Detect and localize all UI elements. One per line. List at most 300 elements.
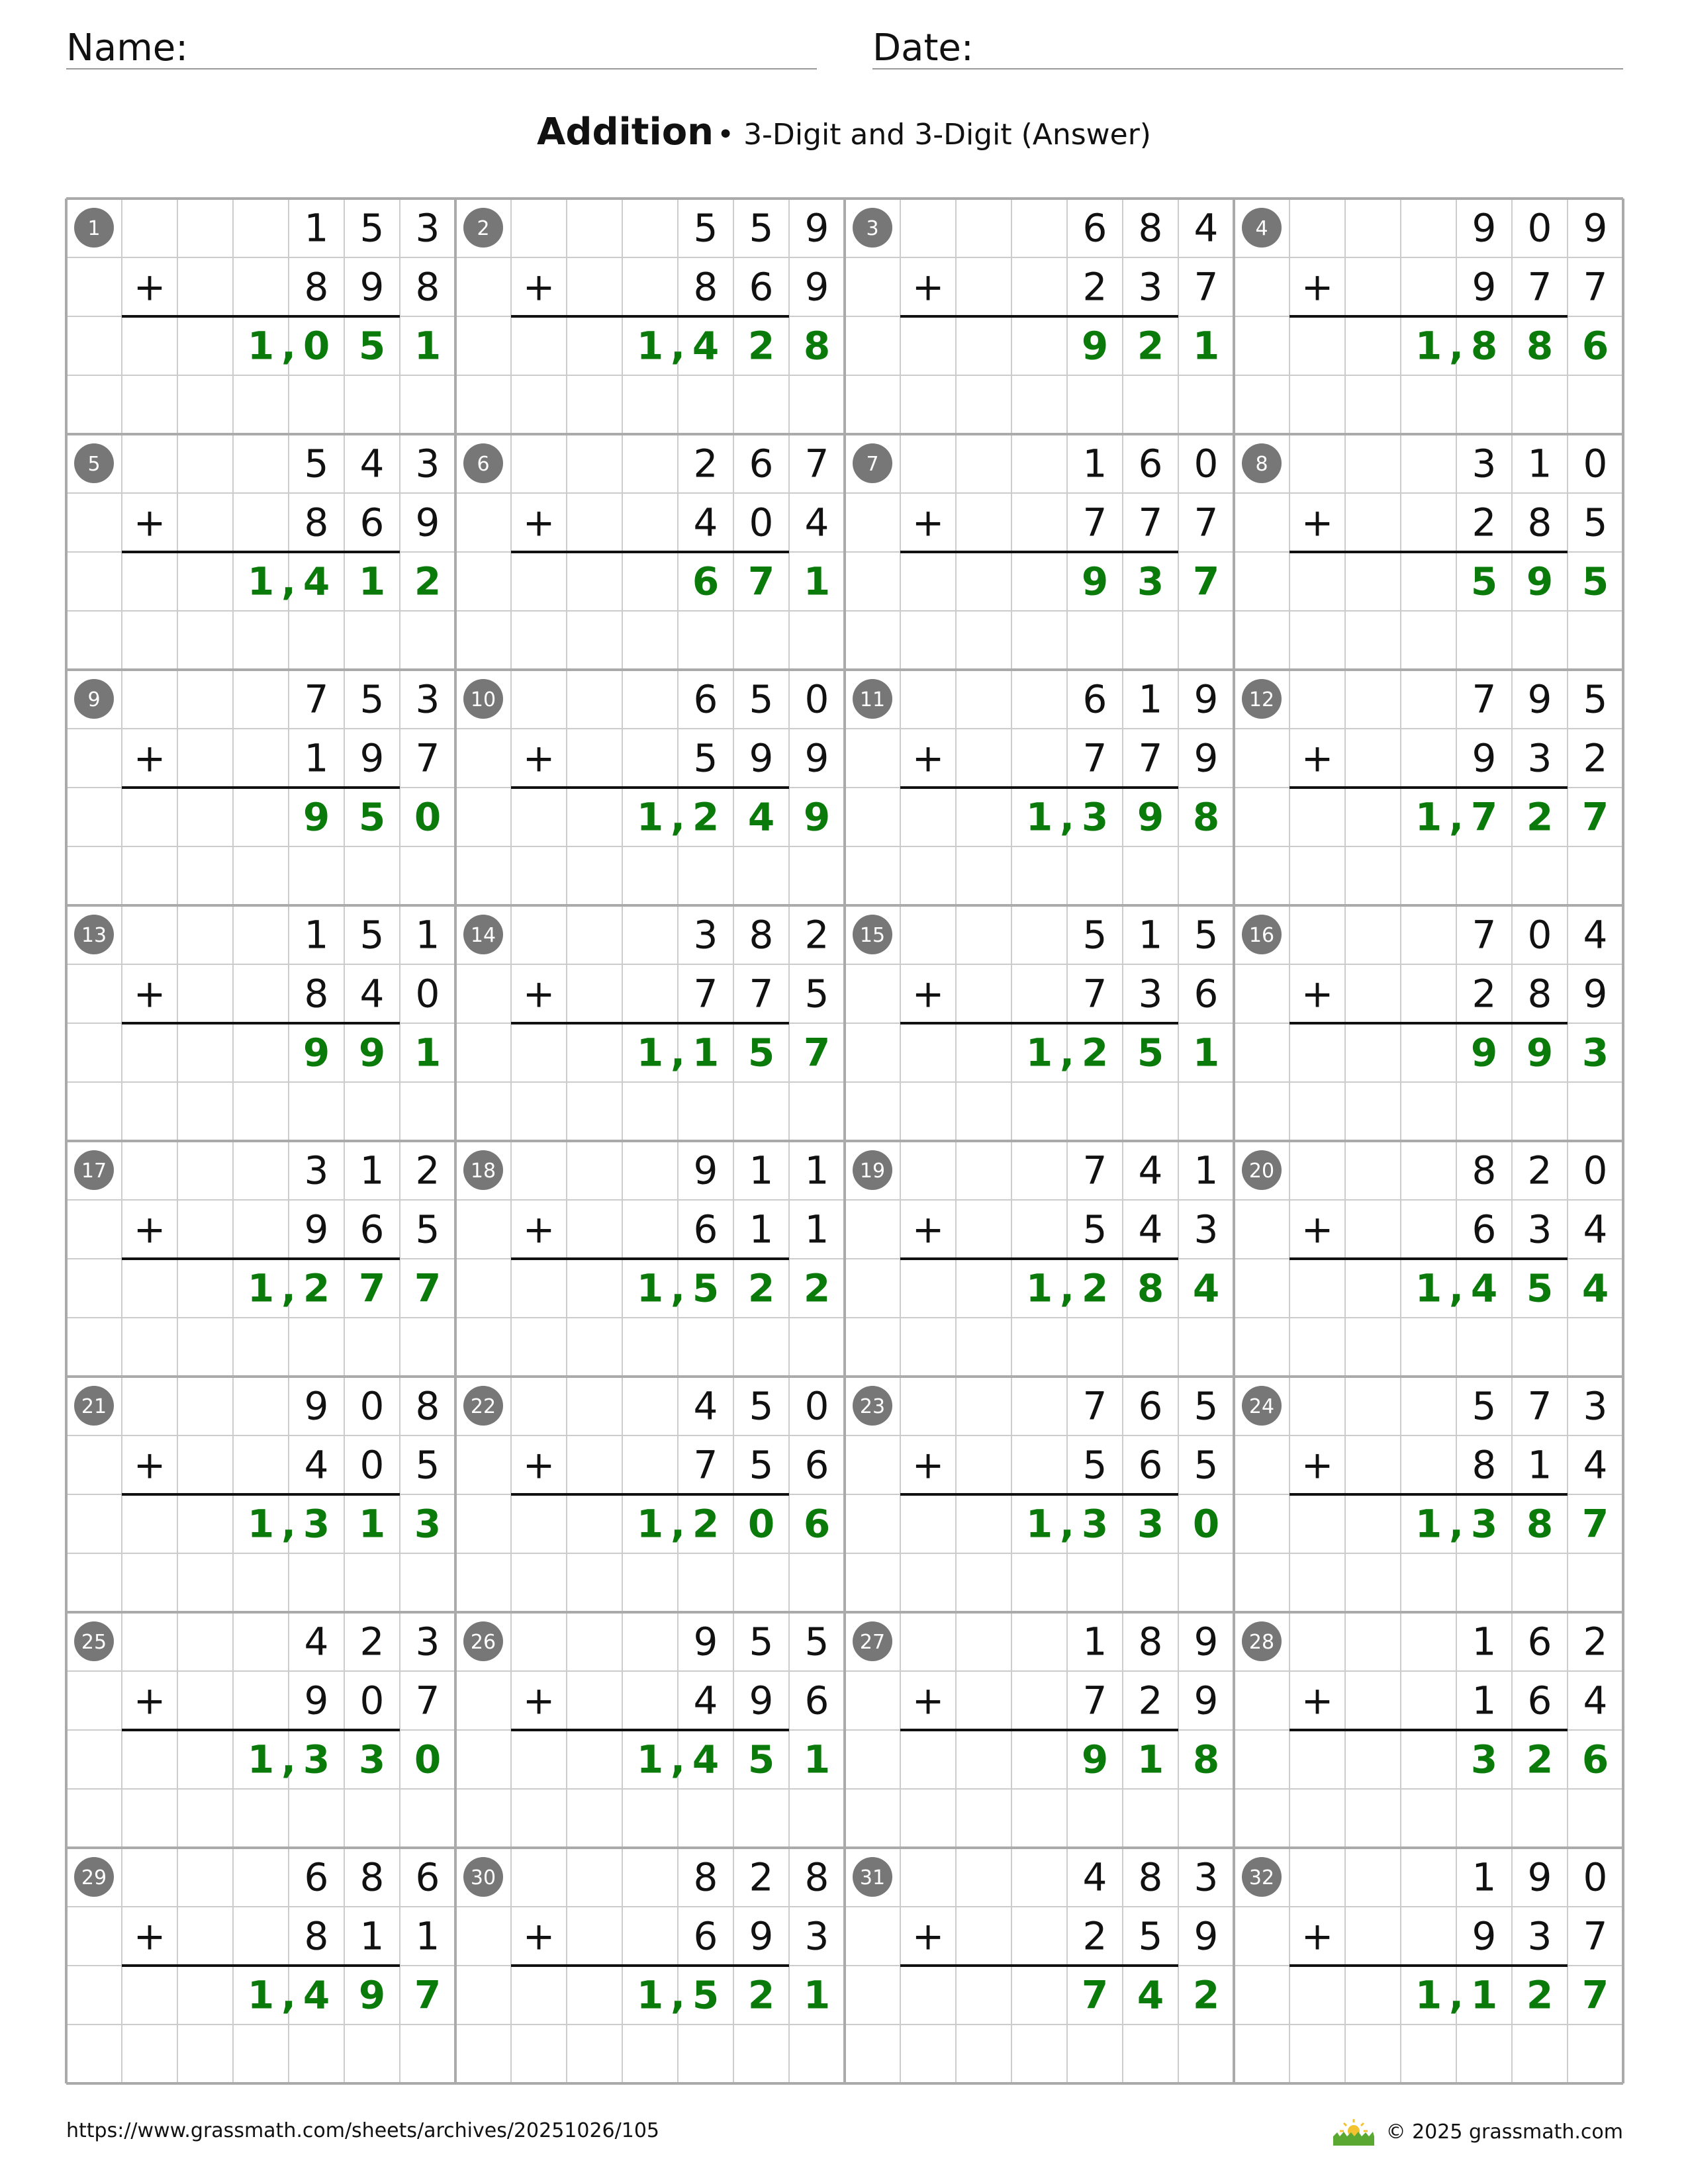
digit: 0 — [1527, 912, 1552, 958]
problem-16 — [1242, 913, 1609, 1075]
problem-number: 14 — [470, 924, 496, 947]
plus-sign: + — [522, 1442, 555, 1488]
answer-digit: 2 — [747, 1972, 775, 2018]
problem-32 — [1242, 1855, 1609, 2018]
answer-digit: 4 — [692, 1737, 720, 1782]
digit: 0 — [1527, 205, 1552, 251]
bottom-addend — [694, 1207, 829, 1252]
answer-comma: , — [281, 323, 297, 369]
bottom-addend — [694, 972, 829, 1017]
bottom-addend — [305, 736, 440, 781]
answer-comma: , — [1448, 794, 1464, 840]
digit: 6 — [1194, 971, 1219, 1017]
digit: 8 — [304, 1913, 329, 1959]
grassmath-logo-icon — [1331, 2118, 1377, 2147]
answer-digit: 1 — [414, 1030, 442, 1075]
problem-5 — [74, 441, 441, 604]
digit: 1 — [304, 205, 329, 251]
plus-sign: + — [522, 1913, 555, 1959]
digit: 9 — [1583, 971, 1608, 1017]
digit: 6 — [359, 500, 385, 545]
problem-31 — [853, 1855, 1219, 2018]
digit: 1 — [1472, 1619, 1497, 1664]
digit: 3 — [304, 1148, 329, 1193]
plus-sign: + — [133, 1913, 166, 1959]
digit: 1 — [1472, 1678, 1497, 1723]
digit: 8 — [693, 1854, 718, 1900]
digit: 0 — [359, 1383, 385, 1429]
answer-digit: 5 — [358, 794, 386, 840]
digit: 3 — [1138, 971, 1163, 1017]
answer-digit: 9 — [1137, 794, 1164, 840]
digit: 5 — [804, 971, 829, 1017]
top-addend — [694, 206, 829, 251]
digit: 5 — [1194, 912, 1219, 958]
plus-sign: + — [912, 971, 945, 1017]
digit: 6 — [415, 1854, 440, 1900]
top-addend — [1083, 1619, 1219, 1664]
problem-number: 27 — [859, 1631, 886, 1654]
answer-digit: 2 — [303, 1265, 330, 1311]
digit: 1 — [415, 1913, 440, 1959]
digit: 9 — [749, 1678, 774, 1723]
answer — [1471, 1737, 1609, 1782]
digit: 3 — [1527, 735, 1552, 781]
answer-comma: , — [1059, 1265, 1075, 1311]
answer-digit: 1 — [636, 1737, 664, 1782]
digit: 4 — [1583, 1206, 1608, 1252]
answer-digit: 2 — [414, 559, 442, 604]
digit: 7 — [1138, 500, 1163, 545]
answer-digit: 2 — [1526, 794, 1554, 840]
digit: 4 — [1583, 1678, 1608, 1723]
problem-4 — [1242, 206, 1609, 369]
plus-sign: + — [133, 735, 166, 781]
plus-sign: + — [912, 1913, 945, 1959]
answer-digit: 2 — [1526, 1737, 1554, 1782]
top-addend — [694, 913, 829, 958]
answer-digit: 5 — [747, 1030, 775, 1075]
digit: 0 — [749, 500, 774, 545]
problem-6 — [463, 441, 830, 604]
digit: 8 — [1138, 205, 1163, 251]
answer-digit: 9 — [358, 1030, 386, 1075]
problem-number: 26 — [470, 1631, 496, 1654]
bottom-addend — [1083, 736, 1219, 781]
answer-digit: 7 — [414, 1265, 442, 1311]
answer-digit: 7 — [1581, 1501, 1609, 1547]
top-addend — [1083, 1148, 1219, 1193]
digit: 4 — [304, 1619, 329, 1664]
digit: 1 — [1138, 676, 1163, 722]
digit: 6 — [749, 441, 774, 486]
answer-digit: 9 — [1081, 559, 1109, 604]
digit: 6 — [359, 1206, 385, 1252]
answer-digit: 5 — [747, 1737, 775, 1782]
plus-sign: + — [912, 1678, 945, 1723]
problem-25 — [74, 1619, 441, 1782]
digit: 0 — [1583, 1854, 1608, 1900]
top-addend — [1472, 1855, 1608, 1900]
plus-sign: + — [133, 1442, 166, 1488]
answer-digit: 1 — [1415, 1501, 1442, 1547]
top-addend — [694, 1384, 829, 1429]
bottom-addend — [1472, 500, 1608, 545]
plus-sign: + — [133, 1206, 166, 1252]
plus-sign: + — [912, 735, 945, 781]
digit: 4 — [359, 441, 385, 486]
problem-15 — [853, 913, 1219, 1075]
answer-digit: 1 — [358, 1501, 386, 1547]
answer-digit: 1 — [692, 1030, 720, 1075]
problem-number: 15 — [859, 924, 886, 947]
answer-comma: , — [281, 1972, 297, 2018]
digit: 4 — [1583, 1442, 1608, 1488]
digit: 3 — [1527, 1913, 1552, 1959]
digit: 9 — [1472, 735, 1497, 781]
answer-digit: 7 — [1470, 794, 1498, 840]
answer-digit: 3 — [1137, 559, 1164, 604]
top-addend — [694, 1148, 829, 1193]
digit: 1 — [415, 912, 440, 958]
problem-number: 17 — [81, 1160, 107, 1183]
digit: 6 — [1527, 1678, 1552, 1723]
digit: 6 — [1082, 676, 1107, 722]
digit: 0 — [415, 971, 440, 1017]
answer-digit: 1 — [636, 1030, 664, 1075]
problem-number: 10 — [470, 688, 496, 711]
digit: 0 — [359, 1442, 385, 1488]
answer-digit: 3 — [358, 1737, 386, 1782]
digit: 3 — [1472, 441, 1497, 486]
digit: 1 — [304, 912, 329, 958]
answer-digit: 5 — [692, 1265, 720, 1311]
answer-digit: 8 — [803, 323, 831, 369]
problem-number: 7 — [866, 453, 879, 476]
answer-digit: 3 — [1081, 794, 1109, 840]
problem-29 — [74, 1855, 441, 2018]
bottom-addend — [694, 736, 829, 781]
answer-digit: 1 — [1470, 1972, 1498, 2018]
answer-digit: 9 — [358, 1972, 386, 2018]
top-addend — [1472, 1384, 1608, 1429]
digit: 5 — [1194, 1383, 1219, 1429]
answer-comma: , — [670, 1972, 686, 2018]
top-addend — [305, 677, 440, 722]
plus-sign: + — [1301, 1678, 1334, 1723]
digit: 5 — [804, 1619, 829, 1664]
problem-number: 16 — [1248, 924, 1275, 947]
digit: 6 — [693, 676, 718, 722]
bottom-addend — [1472, 1443, 1608, 1488]
digit: 6 — [804, 1442, 829, 1488]
answer-comma: , — [281, 1265, 297, 1311]
answer-digit: 7 — [414, 1972, 442, 2018]
digit: 9 — [804, 264, 829, 310]
name-label: Name: — [66, 26, 189, 69]
answer-digit: 9 — [1470, 1030, 1498, 1075]
answer-digit: 2 — [692, 794, 720, 840]
answer — [1082, 324, 1219, 369]
digit: 2 — [359, 1619, 385, 1664]
digit: 2 — [1583, 735, 1608, 781]
answer-digit: 1 — [1137, 1737, 1164, 1782]
digit: 3 — [415, 205, 440, 251]
digit: 6 — [1082, 205, 1107, 251]
digit: 1 — [749, 1206, 774, 1252]
answer-digit: 7 — [747, 559, 775, 604]
digit: 7 — [693, 971, 718, 1017]
bottom-addend — [305, 1443, 440, 1488]
answer-digit: 4 — [747, 794, 775, 840]
answer-digit: 1 — [247, 559, 275, 604]
digit: 8 — [749, 912, 774, 958]
plus-sign: + — [1301, 735, 1334, 781]
digit: 4 — [1583, 912, 1608, 958]
answer-digit: 9 — [1081, 323, 1109, 369]
digit: 0 — [1194, 441, 1219, 486]
digit: 9 — [359, 735, 385, 781]
digit: 9 — [804, 205, 829, 251]
problem-1 — [74, 206, 441, 369]
answer-digit: 3 — [303, 1737, 330, 1782]
plus-sign: + — [133, 264, 166, 310]
digit: 5 — [359, 205, 385, 251]
digit: 1 — [804, 1206, 829, 1252]
answer-digit: 7 — [803, 1030, 831, 1075]
bottom-addend — [1083, 1443, 1219, 1488]
digit: 9 — [1472, 264, 1497, 310]
digit: 9 — [304, 1678, 329, 1723]
digit: 3 — [804, 1913, 829, 1959]
plus-sign: + — [912, 500, 945, 545]
bottom-addend — [1472, 265, 1608, 310]
answer-digit: 1 — [247, 1265, 275, 1311]
answer-digit: 3 — [1470, 1501, 1498, 1547]
digit: 3 — [1138, 264, 1163, 310]
footer-url: https://www.grassmath.com/sheets/archives/20251026/105 — [66, 2119, 660, 2142]
answer-digit: 9 — [303, 794, 330, 840]
digit: 6 — [693, 1913, 718, 1959]
top-addend — [305, 1855, 440, 1900]
digit: 6 — [1138, 1442, 1163, 1488]
answer-digit: 5 — [1137, 1030, 1164, 1075]
answer-digit: 9 — [1526, 1030, 1554, 1075]
digit: 2 — [1082, 264, 1107, 310]
digit: 5 — [1472, 1383, 1497, 1429]
answer-digit: 1 — [636, 323, 664, 369]
answer-digit: 2 — [1081, 1030, 1109, 1075]
answer-comma: , — [1448, 1501, 1464, 1547]
answer-comma: , — [1059, 794, 1075, 840]
top-addend — [305, 206, 440, 251]
digit: 9 — [304, 1206, 329, 1252]
digit: 9 — [1194, 1913, 1219, 1959]
answer-digit: 1 — [1192, 1030, 1220, 1075]
problem-number: 28 — [1248, 1631, 1275, 1654]
answer-digit: 4 — [303, 559, 330, 604]
answer-digit: 8 — [1137, 1265, 1164, 1311]
answer-digit: 9 — [803, 794, 831, 840]
digit: 5 — [749, 676, 774, 722]
digit: 3 — [1194, 1206, 1219, 1252]
digit: 7 — [1138, 735, 1163, 781]
answer-digit: 7 — [1192, 559, 1220, 604]
bottom-addend — [694, 1443, 829, 1488]
digit: 7 — [1082, 1383, 1107, 1429]
plus-sign: + — [522, 500, 555, 545]
digit: 9 — [1527, 1854, 1552, 1900]
problem-number: 12 — [1248, 688, 1275, 711]
problem-24 — [1242, 1384, 1609, 1547]
digit: 8 — [693, 264, 718, 310]
problem-number: 5 — [87, 453, 101, 476]
digit: 5 — [1082, 1206, 1107, 1252]
answer-digit: 1 — [1415, 794, 1442, 840]
digit: 4 — [693, 1678, 718, 1723]
digit: 9 — [1194, 1619, 1219, 1664]
answer-comma: , — [670, 794, 686, 840]
problem-27 — [853, 1619, 1219, 1782]
answer-digit: 1 — [247, 1972, 275, 2018]
plus-sign: + — [133, 971, 166, 1017]
digit: 1 — [359, 1148, 385, 1193]
top-addend — [1472, 1619, 1608, 1664]
plus-sign: + — [1301, 500, 1334, 545]
digit: 6 — [1138, 1383, 1163, 1429]
bottom-addend — [305, 1678, 440, 1723]
bottom-addend — [694, 500, 829, 545]
answer-digit: 1 — [1025, 794, 1053, 840]
problem-number: 21 — [81, 1395, 107, 1418]
answer-digit: 0 — [303, 323, 330, 369]
digit: 7 — [804, 441, 829, 486]
digit: 4 — [1082, 1854, 1107, 1900]
answer-digit: 8 — [1192, 794, 1220, 840]
top-addend — [305, 1384, 440, 1429]
answer-digit: 1 — [1025, 1265, 1053, 1311]
top-addend — [1472, 441, 1608, 486]
problem-number: 29 — [81, 1866, 107, 1889]
digit: 8 — [1472, 1442, 1497, 1488]
answer-digit: 1 — [803, 559, 831, 604]
answer-digit: 8 — [1526, 1501, 1554, 1547]
digit: 0 — [804, 676, 829, 722]
digit: 8 — [1527, 500, 1552, 545]
answer-digit: 6 — [803, 1501, 831, 1547]
answer-digit: 5 — [692, 1972, 720, 2018]
digit: 5 — [1082, 1442, 1107, 1488]
digit: 1 — [1472, 1854, 1497, 1900]
problem-7 — [853, 441, 1219, 604]
answer — [1471, 1030, 1609, 1075]
digit: 9 — [804, 735, 829, 781]
answer-digit: 4 — [1137, 1972, 1164, 2018]
answer-digit: 4 — [692, 323, 720, 369]
problem-number: 30 — [470, 1866, 496, 1889]
bottom-addend — [1083, 500, 1219, 545]
bottom-addend — [1083, 265, 1219, 310]
bottom-addend — [305, 500, 440, 545]
answer-comma: , — [670, 1501, 686, 1547]
digit: 6 — [749, 264, 774, 310]
bottom-addend — [1083, 1678, 1219, 1723]
problem-number: 24 — [1248, 1395, 1275, 1418]
digit: 4 — [359, 971, 385, 1017]
digit: 9 — [359, 264, 385, 310]
digit: 2 — [1472, 500, 1497, 545]
digit: 2 — [693, 441, 718, 486]
top-addend — [1472, 1148, 1608, 1193]
digit: 4 — [1194, 205, 1219, 251]
bottom-addend — [1083, 1207, 1219, 1252]
problem-number: 8 — [1255, 453, 1268, 476]
answer — [1082, 1737, 1219, 1782]
digit: 9 — [1194, 676, 1219, 722]
answer-digit: 5 — [358, 323, 386, 369]
digit: 3 — [1527, 1206, 1552, 1252]
digit: 8 — [304, 264, 329, 310]
answer — [692, 559, 830, 604]
digit: 1 — [1194, 1148, 1219, 1193]
plus-sign: + — [1301, 1913, 1334, 1959]
digit: 5 — [1583, 676, 1608, 722]
top-addend — [1083, 913, 1219, 958]
answer-comma: , — [1059, 1501, 1075, 1547]
digit: 4 — [804, 500, 829, 545]
digit: 5 — [415, 1206, 440, 1252]
answer-digit: 7 — [1581, 794, 1609, 840]
plus-sign: + — [522, 1206, 555, 1252]
bottom-addend — [305, 1207, 440, 1252]
answer-digit: 3 — [414, 1501, 442, 1547]
problem-number: 20 — [1248, 1160, 1275, 1183]
digit: 7 — [1082, 1148, 1107, 1193]
plus-sign: + — [1301, 264, 1334, 310]
digit: 9 — [1472, 1913, 1497, 1959]
plus-sign: + — [1301, 1442, 1334, 1488]
answer-digit: 8 — [1192, 1737, 1220, 1782]
digit: 1 — [804, 1148, 829, 1193]
top-addend — [1083, 1855, 1219, 1900]
bottom-addend — [694, 1678, 829, 1723]
answer-digit: 2 — [692, 1501, 720, 1547]
answer-digit: 7 — [358, 1265, 386, 1311]
digit: 2 — [1527, 1148, 1552, 1193]
top-addend — [1472, 206, 1608, 251]
answer-digit: 9 — [1526, 559, 1554, 604]
digit: 2 — [1138, 1678, 1163, 1723]
plus-sign: + — [1301, 971, 1334, 1017]
answer-digit: 0 — [747, 1501, 775, 1547]
answer-digit: 4 — [1581, 1265, 1609, 1311]
digit: 4 — [1138, 1206, 1163, 1252]
digit: 5 — [1082, 912, 1107, 958]
answer-digit: 9 — [303, 1030, 330, 1075]
problem-3 — [853, 206, 1219, 369]
answer-digit: 1 — [1415, 1972, 1442, 2018]
digit: 9 — [1194, 1678, 1219, 1723]
problem-22 — [463, 1384, 830, 1547]
digit: 3 — [693, 912, 718, 958]
problem-13 — [74, 913, 441, 1075]
answer-comma: , — [281, 1501, 297, 1547]
date-label: Date: — [872, 26, 974, 69]
bottom-addend — [694, 1914, 829, 1959]
digit: 3 — [415, 676, 440, 722]
problem-number: 18 — [470, 1160, 496, 1183]
footer-brand — [1331, 2118, 1623, 2147]
